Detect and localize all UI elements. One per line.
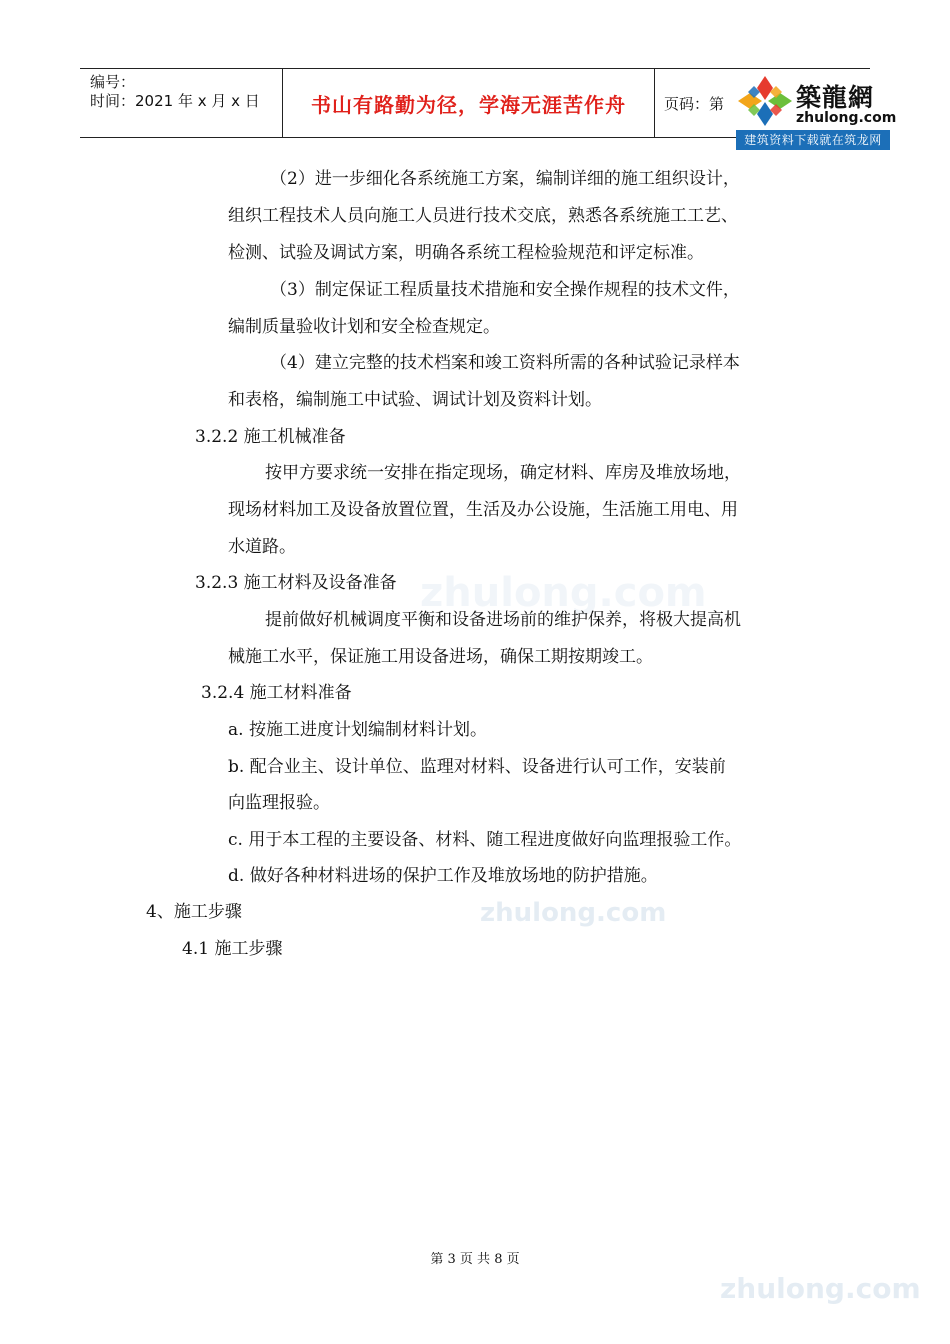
paragraph-2-line-1: （2）进一步细化各系统施工方案，编制详细的施工组织设计， [270, 169, 740, 189]
logo-chinese-name: 築龍網 [796, 83, 875, 112]
list-item-b-line-1: b. 配合业主、设计单位、监理对材料、设备进行认可工作，安装前 [228, 757, 726, 777]
section-3-2-2-line-1: 按甲方要求统一安排在指定现场，确定材料、库房及堆放场地， [265, 463, 741, 483]
document-date-label: 时间：2021 年 x 月 x 日 [90, 92, 260, 110]
list-item-b-line-2: 向监理报验。 [228, 793, 330, 813]
header-motto: 书山有路勤为径，学海无涯苦作舟 [311, 92, 626, 117]
section-heading-4-1: 4.1 施工步骤 [182, 939, 283, 959]
paragraph-4-line-2: 和表格，编制施工中试验、调试计划及资料计划。 [228, 390, 602, 410]
logo-emblem-icon [736, 74, 794, 128]
paragraph-3-line-1: （3）制定保证工程质量技术措施和安全操作规程的技术文件， [270, 280, 740, 300]
list-item-a: a. 按施工进度计划编制材料计划。 [228, 720, 487, 740]
section-3-2-3-line-2: 械施工水平，保证施工用设备进场，确保工期按期竣工。 [228, 647, 653, 667]
document-number-label: 编号： [90, 73, 136, 91]
list-item-d: d. 做好各种材料进场的保护工作及堆放场地的防护措施。 [228, 866, 658, 886]
paragraph-2-line-3: 检测、试验及调试方案，明确各系统工程检验规范和评定标准。 [228, 243, 704, 263]
section-heading-3-2-2: 3.2.2 施工机械准备 [195, 427, 346, 447]
logo-domain: zhulong.com [796, 110, 897, 126]
page-number-label: 页码：第 [664, 94, 725, 113]
list-item-c: c. 用于本工程的主要设备、材料、随工程进度做好向监理报验工作。 [228, 830, 742, 850]
header-meta [80, 69, 283, 137]
section-3-2-3-line-1: 提前做好机械调度平衡和设备进场前的维护保养，将极大提高机 [265, 610, 741, 630]
section-3-2-2-line-3: 水道路。 [228, 537, 296, 557]
watermark-text: zhulong.com [720, 1272, 921, 1305]
watermark-text: zhulong.com [480, 898, 667, 928]
section-heading-4: 4、施工步骤 [146, 902, 242, 922]
zhulong-logo [736, 70, 897, 150]
paragraph-4-line-1: （4）建立完整的技术档案和竣工资料所需的各种试验记录样本 [270, 353, 740, 373]
section-3-2-2-line-2: 现场材料加工及设备放置位置，生活及办公设施，生活施工用电、用 [228, 500, 738, 520]
section-heading-3-2-4: 3.2.4 施工材料准备 [201, 683, 352, 703]
paragraph-2-line-2: 组织工程技术人员向施工人员进行技术交底，熟悉各系统施工工艺、 [228, 206, 738, 226]
watermark-text: zhulong.com [420, 570, 707, 616]
logo-slogan: 建筑资料下载就在筑龙网 [736, 130, 890, 150]
paragraph-3-line-2: 编制质量验收计划和安全检查规定。 [228, 317, 500, 337]
section-heading-3-2-3: 3.2.3 施工材料及设备准备 [195, 573, 397, 593]
page-footer: 第 3 页 共 8 页 [430, 1252, 520, 1267]
header-motto-cell [283, 69, 655, 137]
